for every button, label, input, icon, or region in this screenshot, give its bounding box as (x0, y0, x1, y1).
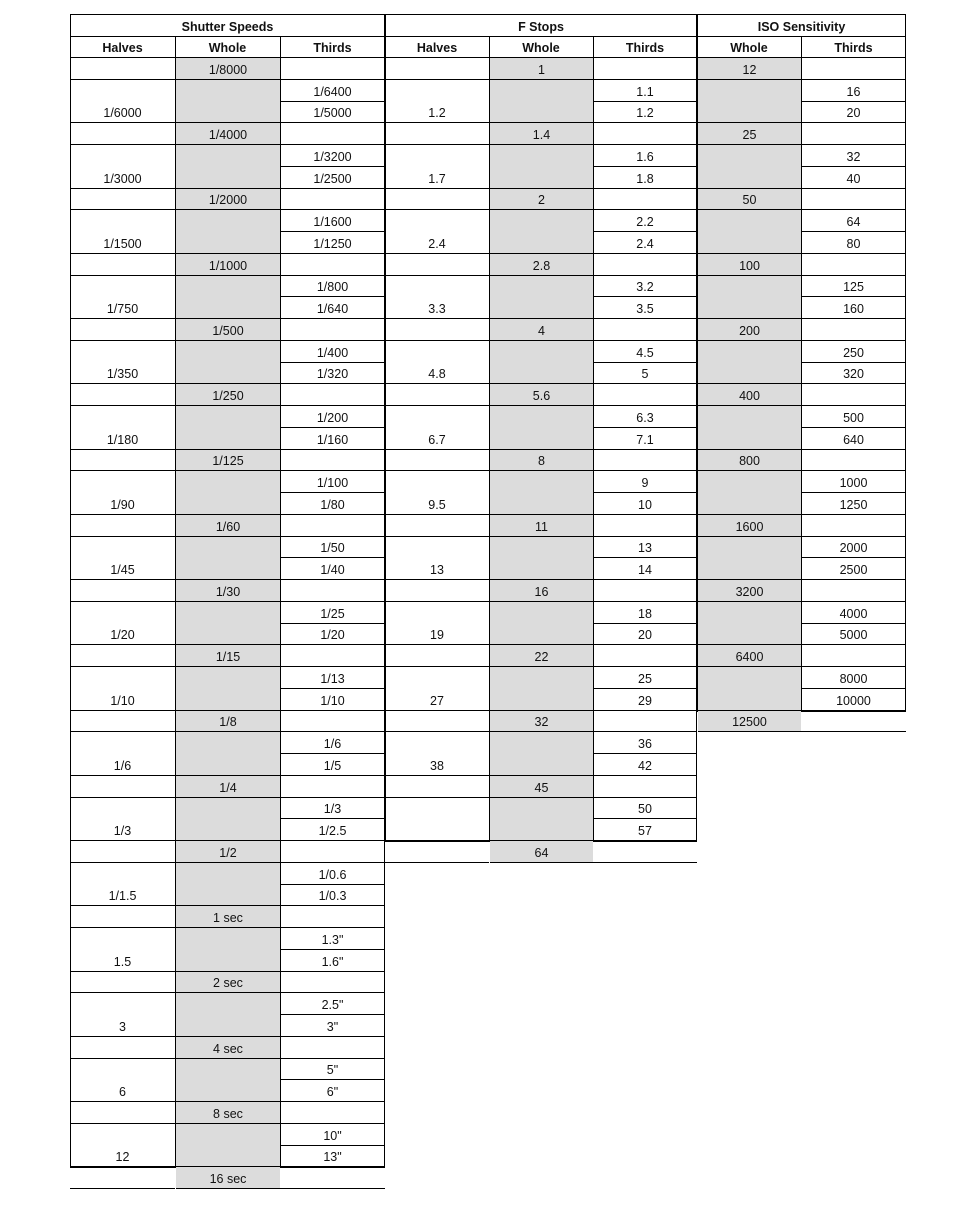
shutter-thirds-cell: 1/13 (280, 667, 385, 689)
shutter-thirds-cell: 1/640 (280, 297, 385, 319)
fstop-halves-cell: 6.7 (385, 406, 489, 450)
shutter-whole-cell: 1/60 (176, 515, 280, 537)
iso-whole-gap (698, 537, 801, 581)
fstop-thirds-cell: 1.2 (593, 102, 697, 124)
fstop-thirds-cell: 7.1 (593, 428, 697, 450)
shutter-halves-cell: 1/10 (70, 667, 175, 711)
iso-thirds-cell: 40 (801, 167, 906, 189)
iso-thirds-cell (801, 515, 906, 537)
iso-thirds-cell: 1250 (801, 493, 906, 515)
shutter-halves-cell: 1/3 (70, 798, 175, 842)
iso-whole-cell: 6400 (698, 645, 801, 667)
shutter-whole-cell: 2 sec (176, 972, 280, 994)
shutter-whole-cell: 1/1000 (176, 254, 280, 276)
shutter-thirds-cell: 1/5000 (280, 102, 385, 124)
shutter-thirds-cell: 1/10 (280, 689, 385, 711)
shutter-halves-cell: 1/20 (70, 602, 175, 646)
iso-thirds-cell: 320 (801, 363, 906, 385)
shutter-thirds-cell: 1/400 (280, 341, 385, 363)
shutter-whole-cell: 1/2000 (176, 189, 280, 211)
shutter-halves-cell: 1/45 (70, 537, 175, 581)
iso-whole-cell: 200 (698, 319, 801, 341)
fstop-thirds-cell: 50 (593, 798, 697, 820)
fstop-thirds-cell: 13 (593, 537, 697, 559)
fstop-col-header: Whole (489, 37, 593, 58)
iso-thirds-cell: 1000 (801, 471, 906, 493)
iso-thirds-cell (801, 58, 906, 80)
iso-whole-cell: 50 (698, 189, 801, 211)
fstop-thirds-cell: 10 (593, 493, 697, 515)
shutter-halves-cell: 6 (70, 1059, 175, 1103)
shutter-whole-cell: 1/500 (176, 319, 280, 341)
iso-thirds-cell: 8000 (801, 667, 906, 689)
shutter-thirds-cell: 1/80 (280, 493, 385, 515)
iso-thirds-cell (801, 319, 906, 341)
fstop-whole-cell: 1.4 (490, 123, 593, 145)
iso-thirds-cell (801, 384, 906, 406)
fstop-whole-cell: 64 (490, 841, 593, 863)
fstop-halves-cell: 2.4 (385, 210, 489, 254)
shutter-thirds-cell: 1/200 (280, 406, 385, 428)
fstop-thirds-cell: 42 (593, 754, 697, 776)
fstop-thirds-cell: 29 (593, 689, 697, 711)
shutter-thirds-cell: 13" (280, 1146, 385, 1168)
iso-thirds-cell (801, 450, 906, 472)
fstop-thirds-cell: 9 (593, 471, 697, 493)
shutter-whole-cell: 16 sec (176, 1167, 280, 1189)
fstop-thirds-cell: 36 (593, 732, 697, 754)
shutter-thirds-cell: 1/6 (280, 732, 385, 754)
iso-thirds-cell: 250 (801, 341, 906, 363)
iso-col-header: Thirds (801, 37, 906, 58)
iso-whole-gap (698, 602, 801, 646)
iso-whole-gap (698, 406, 801, 450)
shutter-halves-cell: 1/1500 (70, 210, 175, 254)
iso-thirds-cell (801, 254, 906, 276)
shutter-whole-cell: 1 sec (176, 906, 280, 928)
shutter-thirds-cell: 1/100 (280, 471, 385, 493)
shutter-thirds-cell: 1/5 (280, 754, 385, 776)
iso-title: ISO Sensitivity (697, 14, 906, 37)
fstop-whole-cell: 16 (490, 580, 593, 602)
shutter-whole-cell: 1/250 (176, 384, 280, 406)
shutter-halves-cell: 1/6 (70, 732, 175, 776)
iso-whole-cell: 400 (698, 384, 801, 406)
fstop-halves-cell: 1.7 (385, 145, 489, 189)
shutter-thirds-cell: 1/20 (280, 624, 385, 646)
iso-whole-cell: 25 (698, 123, 801, 145)
iso-whole-cell: 12 (698, 58, 801, 80)
shutter-thirds-cell: 6" (280, 1080, 385, 1102)
shutter-thirds-cell: 1/40 (280, 558, 385, 580)
shutter-thirds-cell: 1/1250 (280, 232, 385, 254)
shutter-col-header: Whole (175, 37, 280, 58)
shutter-thirds-cell: 1/320 (280, 363, 385, 385)
iso-whole-cell: 1600 (698, 515, 801, 537)
fstop-halves-cell: 19 (385, 602, 489, 646)
shutter-halves-cell: 1/90 (70, 471, 175, 515)
fstop-whole-cell: 4 (490, 319, 593, 341)
shutter-halves-cell: 1/3000 (70, 145, 175, 189)
shutter-halves-cell: 1/180 (70, 406, 175, 450)
fstop-whole-cell: 11 (490, 515, 593, 537)
fstop-thirds-cell: 1.8 (593, 167, 697, 189)
fstop-halves-cell: 9.5 (385, 471, 489, 515)
fstop-whole-cell: 2.8 (490, 254, 593, 276)
iso-whole-cell: 800 (698, 450, 801, 472)
iso-whole-gap (698, 80, 801, 124)
shutter-halves-cell: 1/750 (70, 276, 175, 320)
shutter-title: Shutter Speeds (70, 14, 385, 37)
fstop-thirds-cell: 1.1 (593, 80, 697, 102)
fstop-thirds-cell: 14 (593, 558, 697, 580)
fstop-thirds-cell: 6.3 (593, 406, 697, 428)
iso-thirds-cell: 16 (801, 80, 906, 102)
shutter-whole-cell: 1/8 (176, 711, 280, 733)
shutter-halves-cell: 1/1.5 (70, 863, 175, 907)
iso-thirds-cell: 500 (801, 406, 906, 428)
shutter-thirds-cell: 3" (280, 1015, 385, 1037)
iso-thirds-cell: 64 (801, 210, 906, 232)
iso-thirds-cell (801, 580, 906, 602)
shutter-whole-cell: 1/2 (176, 841, 280, 863)
shutter-thirds-cell: 1/1600 (280, 210, 385, 232)
iso-thirds-cell: 80 (801, 232, 906, 254)
fstop-halves-cell: 3.3 (385, 276, 489, 320)
fstop-thirds-cell: 1.6 (593, 145, 697, 167)
fstop-halves-cell: 38 (385, 732, 489, 776)
iso-thirds-cell: 125 (801, 276, 906, 298)
iso-thirds-cell (801, 123, 906, 145)
iso-whole-gap (698, 341, 801, 385)
shutter-thirds-cell: 5" (280, 1059, 385, 1081)
fstop-thirds-cell: 5 (593, 363, 697, 385)
shutter-thirds-cell: 1.3" (280, 928, 385, 950)
iso-whole-cell: 12500 (698, 711, 801, 733)
shutter-whole-cell: 1/4000 (176, 123, 280, 145)
fstop-col-header: Halves (385, 37, 489, 58)
shutter-thirds-cell: 1/0.3 (280, 885, 385, 907)
shutter-whole-cell: 1/125 (176, 450, 280, 472)
fstop-thirds-cell: 25 (593, 667, 697, 689)
shutter-thirds-cell: 1/50 (280, 537, 385, 559)
shutter-thirds-cell: 1/800 (280, 276, 385, 298)
fstop-whole-cell: 5.6 (490, 384, 593, 406)
fstop-thirds-cell: 4.5 (593, 341, 697, 363)
shutter-thirds-cell: 1/6400 (280, 80, 385, 102)
iso-thirds-cell: 2500 (801, 558, 906, 580)
iso-thirds-cell: 640 (801, 428, 906, 450)
iso-thirds-cell: 5000 (801, 624, 906, 646)
shutter-thirds-cell: 1/2.5 (280, 819, 385, 841)
fstop-thirds-cell: 2.4 (593, 232, 697, 254)
fstop-col-header: Thirds (593, 37, 697, 58)
iso-thirds-cell: 20 (801, 102, 906, 124)
fstop-halves-cell: 27 (385, 667, 489, 711)
shutter-col-header: Thirds (280, 37, 385, 58)
shutter-whole-cell: 1/30 (176, 580, 280, 602)
iso-thirds-cell (801, 711, 906, 733)
shutter-thirds-cell: 1/0.6 (280, 863, 385, 885)
shutter-thirds-cell: 1/25 (280, 602, 385, 624)
iso-whole-gap (698, 276, 801, 320)
fstop-whole-cell: 1 (490, 58, 593, 80)
shutter-halves-cell: 1/6000 (70, 80, 175, 124)
fstop-whole-cell: 22 (490, 645, 593, 667)
fstop-whole-cell: 45 (490, 776, 593, 798)
iso-whole-gap (698, 471, 801, 515)
fstop-title: F Stops (385, 14, 697, 37)
fstop-whole-cell: 32 (490, 711, 593, 733)
shutter-thirds-cell: 10" (280, 1124, 385, 1146)
shutter-thirds-cell: 1/160 (280, 428, 385, 450)
iso-whole-cell: 3200 (698, 580, 801, 602)
fstop-thirds-cell: 18 (593, 602, 697, 624)
iso-col-header: Whole (697, 37, 801, 58)
shutter-halves-cell: 12 (70, 1124, 175, 1168)
shutter-halves-cell: 1.5 (70, 928, 175, 972)
shutter-whole-cell: 1/8000 (176, 58, 280, 80)
shutter-whole-cell: 1/4 (176, 776, 280, 798)
fstop-thirds-cell: 20 (593, 624, 697, 646)
iso-thirds-cell: 10000 (801, 689, 906, 711)
fstop-thirds-cell: 3.5 (593, 297, 697, 319)
fstop-thirds-cell: 3.2 (593, 276, 697, 298)
fstop-halves-cell: 1.2 (385, 80, 489, 124)
iso-thirds-cell: 32 (801, 145, 906, 167)
iso-thirds-cell: 160 (801, 297, 906, 319)
shutter-halves-cell: 3 (70, 993, 175, 1037)
fstop-halves-cell: 13 (385, 537, 489, 581)
iso-thirds-cell (801, 189, 906, 211)
shutter-whole-cell: 8 sec (176, 1102, 280, 1124)
shutter-col-header: Halves (70, 37, 175, 58)
iso-whole-gap (698, 145, 801, 189)
iso-whole-cell: 100 (698, 254, 801, 276)
iso-whole-gap (698, 667, 801, 711)
shutter-whole-cell: 4 sec (176, 1037, 280, 1059)
shutter-thirds-cell: 1.6" (280, 950, 385, 972)
shutter-thirds-cell: 1/3200 (280, 145, 385, 167)
fstop-whole-cell: 8 (490, 450, 593, 472)
iso-whole-gap (698, 210, 801, 254)
iso-thirds-cell: 4000 (801, 602, 906, 624)
shutter-thirds-cell: 1/3 (280, 798, 385, 820)
shutter-thirds-cell: 2.5" (280, 993, 385, 1015)
shutter-halves-cell: 1/350 (70, 341, 175, 385)
iso-thirds-cell: 2000 (801, 537, 906, 559)
fstop-halves-cell: 4.8 (385, 341, 489, 385)
fstop-thirds-cell: 57 (593, 819, 697, 841)
shutter-whole-cell: 1/15 (176, 645, 280, 667)
shutter-thirds-cell: 1/2500 (280, 167, 385, 189)
iso-thirds-cell (801, 645, 906, 667)
fstop-thirds-cell: 2.2 (593, 210, 697, 232)
fstop-whole-cell: 2 (490, 189, 593, 211)
